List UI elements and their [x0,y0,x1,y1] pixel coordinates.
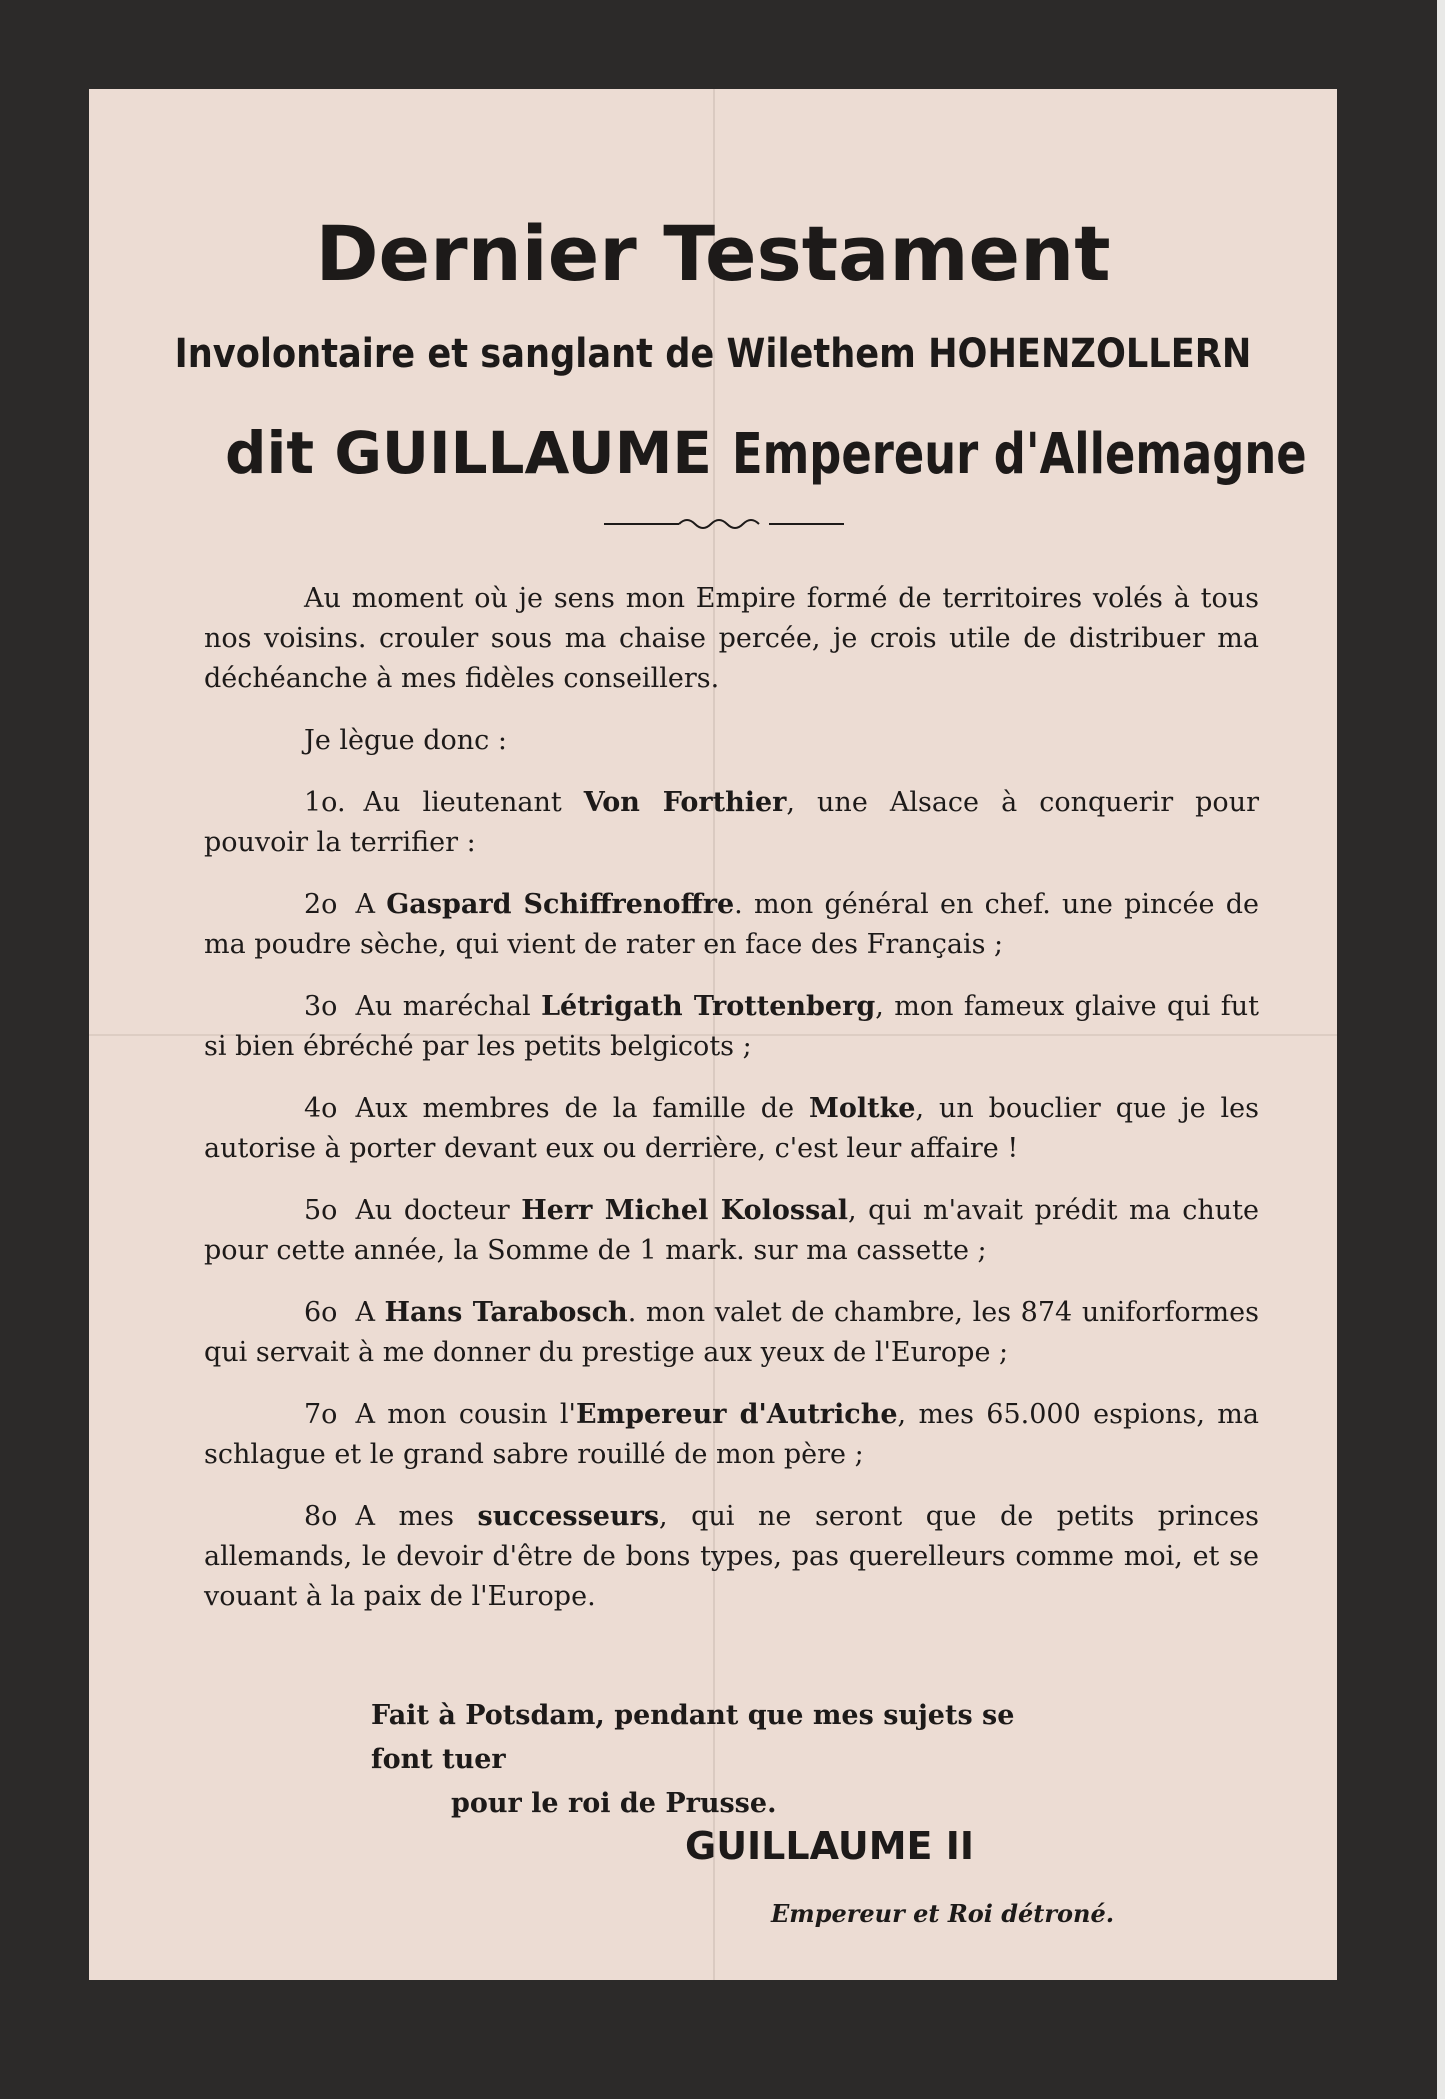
bequest-text-pre: Au docteur [355,1195,522,1226]
bequest-item [204,987,1259,1067]
bequest-item [204,1191,1259,1271]
bequest-text-pre: A mon cousin l' [355,1399,576,1430]
bequest-text-pre: Aux membres de la famille de [355,1093,809,1124]
bequest-item [204,1293,1259,1373]
bequest-recipient: Von Forthier [583,787,787,818]
bequest-item [204,1497,1259,1617]
bequest-number: 3o [304,991,338,1022]
closing-statement [371,1694,1071,1826]
bequest-text-post: , qui m'avait prédit ma chute pour cette année, la Somme de 1 mark. sur ma cassette ; [204,1195,1260,1266]
subtitle-name: dit GUILLAUME [225,419,713,487]
paper [89,89,1337,1980]
bequest-text-pre: A mes [355,1501,478,1532]
bequest-text-post: , mes 65.000 espions, ma schlague et le grand sabre rouillé de mon père ; [204,1399,1260,1470]
document-body [204,579,1259,1639]
closing-line-1: Fait à Potsdam, pendant que mes sujets se font tuer [371,1700,1015,1775]
bequest-recipient: successeurs [477,1501,660,1532]
bequest-item [204,783,1259,863]
bequest-text-post: , qui ne seront que de petits princes allemands, le devoir d'être de bons types, pas querelleurs comme moi, et se vouant à la paix de l'Europe. [204,1501,1259,1612]
bequest-number: 8o [304,1501,338,1532]
bequest-text-pre: A [355,1297,385,1328]
signature: GUILLAUME II [685,1824,974,1868]
document-subtitle-2 [225,419,1325,487]
bequest-text-post: . mon général en chef. une pincée de ma poudre sèche, qui vient de rater en face des Français ; [204,889,1259,960]
bequest-text-post: , mon fameux glaive qui fut si bien ébréché par les petits belgicots ; [204,991,1259,1062]
bequest-list [204,783,1259,1617]
intro-paragraph: Au moment où je sens mon Empire formé de territoires volés à tous nos voisins. crouler sous ma chaise percée, je crois utile de distribuer ma déchéanche à mes fidèles conseillers. [204,583,1259,694]
bequest-item [204,1089,1259,1169]
bequest-recipient: Hans Tarabosch [384,1297,628,1328]
bequest-item [204,885,1259,965]
bequest-recipient: Empereur d'Autriche [575,1399,898,1430]
bequest-item [204,1395,1259,1475]
bequest-number: 6o [304,1297,338,1328]
bequest-number: 4o [304,1093,338,1124]
lead-paragraph: Je lègue donc : [304,725,507,756]
bequest-recipient: Létrigath Trottenberg [541,991,876,1022]
bequest-text-pre: Au lieutenant [363,787,584,818]
bequest-text-post: . mon valet de chambre, les 874 uniforformes qui servait à me donner du prestige aux yeux de l'Europe ; [204,1297,1259,1368]
subtitle-title: Empereur d'Allemagne [732,422,1307,487]
bequest-number: 2o [304,889,338,920]
bequest-text-post: , un bouclier que je les autorise à porter devant eux ou derrière, c'est leur affaire ! [204,1093,1259,1164]
bequest-text-pre: A [355,889,387,920]
document-title: Dernier Testament [315,209,1111,298]
bequest-recipient: Moltke [808,1093,916,1124]
signature-title: Empereur et Roi détroné. [771,1899,1115,1928]
bequest-number: 5o [304,1195,338,1226]
closing-line-2: pour le roi de Prusse. [451,1788,777,1819]
bequest-number: 7o [304,1399,338,1430]
bequest-text-pre: Au maréchal [355,991,542,1022]
bequest-recipient: Herr Michel Kolossal [521,1195,849,1226]
bequest-number: 1o. [304,787,346,818]
bequest-text-post: , une Alsace à conquerir pour pouvoir la terrifier : [204,787,1259,858]
ornament-divider [604,514,844,534]
document-subtitle: Involontaire et sanglant de Wilethem HOHENZOLLERN [174,331,1252,377]
bequest-recipient: Gaspard Schiffrenoffre [386,889,735,920]
